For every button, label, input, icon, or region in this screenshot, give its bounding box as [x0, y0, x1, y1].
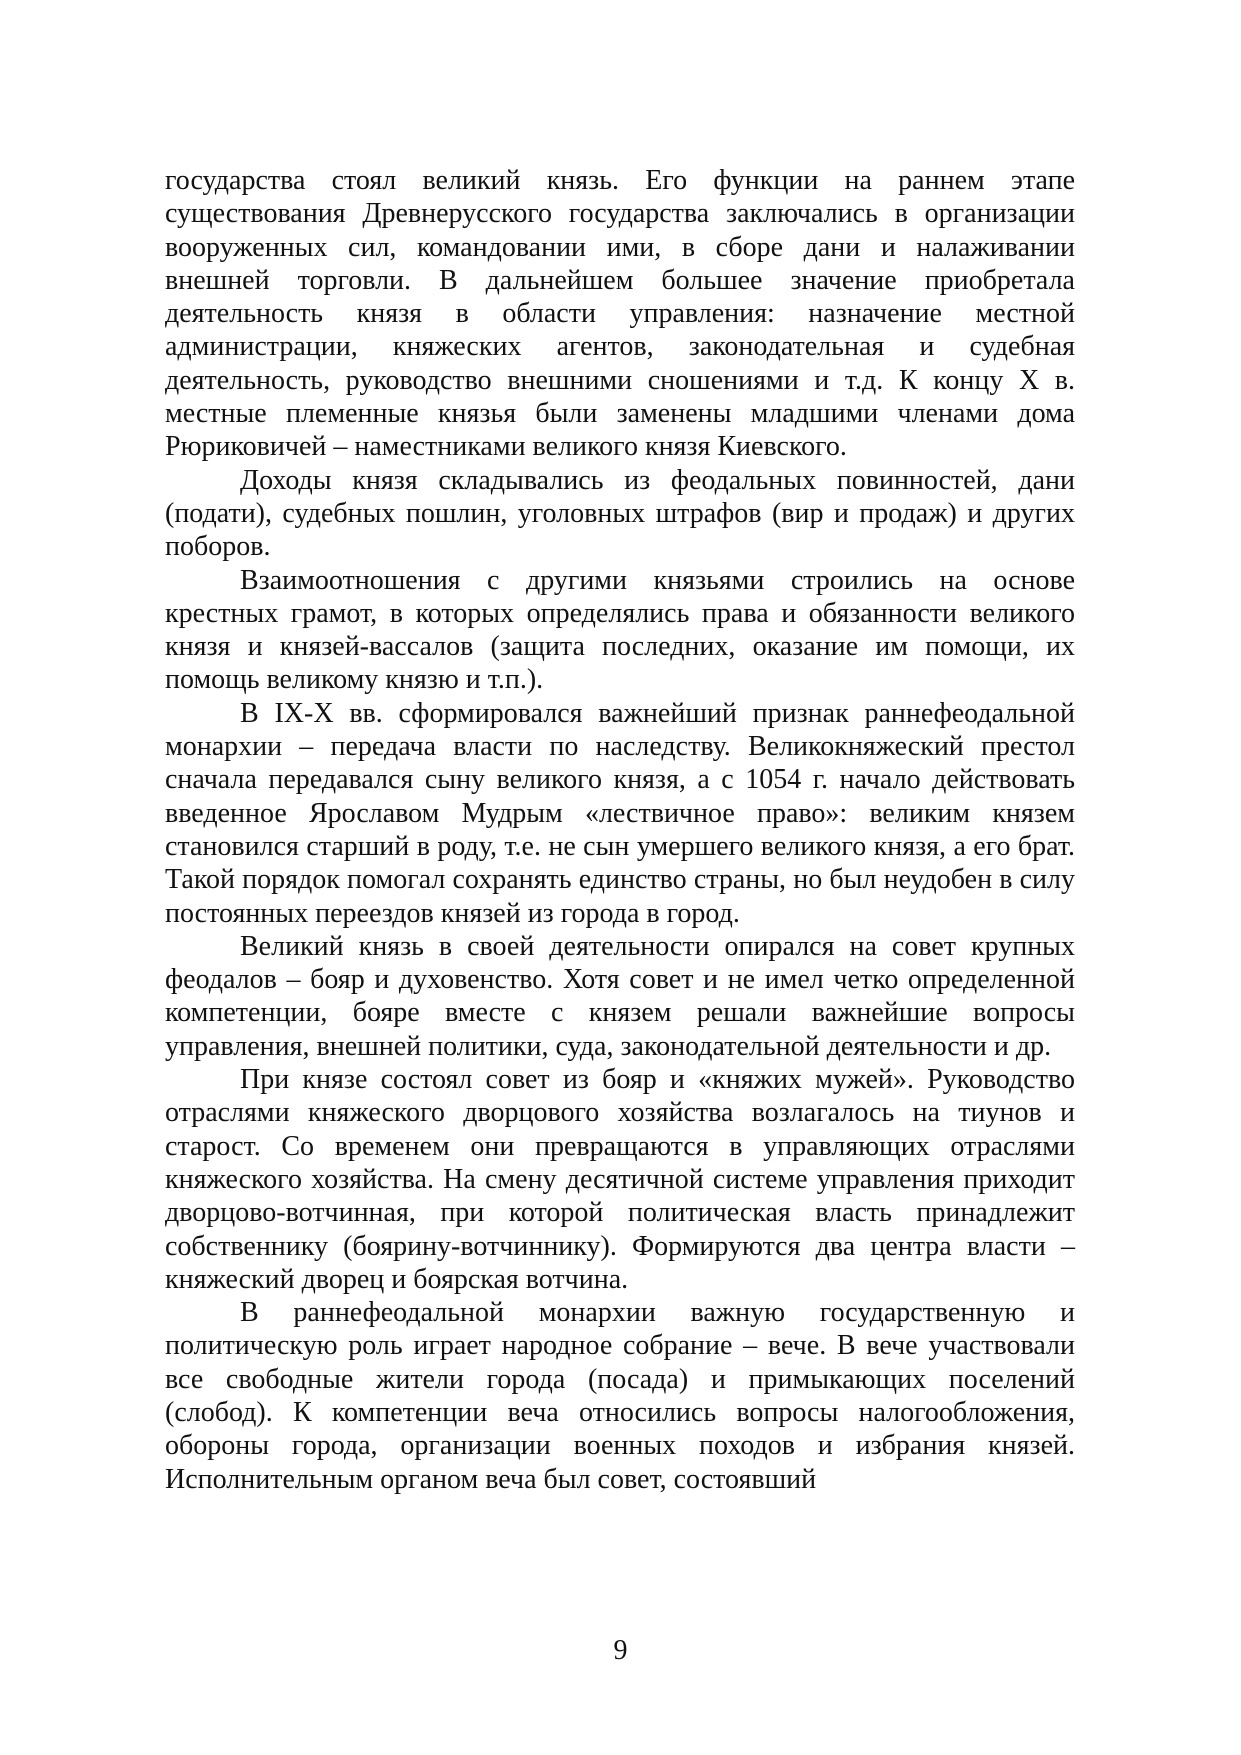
paragraph-boyar-council: Великий князь в своей деятельности опирался на совет крупных феодалов – бояр и духовенство. Хотя совет и не имел четко определенной компетенции, бояре вместе с князем решали важнейшие вопросы управления, внешней политики, суда, законодательной деятельности и др. — [165, 930, 1075, 1062]
paragraph-relations-princes: Взаимоотношения с другими князьями строились на основе крестных грамот, в которых определялись права и обязанности великого князя и князей-вассалов (защита последних, оказание им помощи, их помощь великому князю и т.п.). — [165, 564, 1075, 696]
paragraph-palace-management: При князе состоял совет из бояр и «княжих мужей». Руководство отраслями княжеского дворцового хозяйства возлагалось на тиунов и старост. Со временем они превращаются в управляющих отраслями княжеского хозяйства. На смену десятичной системе управления приходит дворцово-вотчинная, при которой политическая власть принадлежит собственнику (боярину-вотчиннику). Формируются два центра власти – княжеский дворец и боярская вотчина. — [165, 1064, 1075, 1295]
paragraph-continuation: государства стоял великий князь. Его функции на раннем этапе существования Древнерусского государства заключались в организации вооруженных сил, командовании ими, в сборе дани и налаживании внешней торговли. В дальнейшем большее значение приобретала деятельность князя в области управления: назначение местной администрации, княжеских агентов, законодательная и судебная деятельность, руководство внешними сношениями и т.д. К концу X в. местные племенные князья были заменены младшими членами дома Рюриковичей – наместниками великого князя Киевского. — [165, 165, 1075, 463]
body-text — [165, 164, 1075, 1496]
page-number: 9 — [613, 1635, 628, 1666]
paragraph-succession: В IX-X вв. сформировался важнейший признак раннефеодальной монархии – передача власти по наследству. Великокняжеский престол сначала передавался сыну великого князя, а с 1054 г. начало действовать введенное Ярославом Мудрым «лествичное право»: великим князем становился старший в роду, т.е. не сын умершего великого князя, а его брат. Такой порядок помогал сохранять единство страны, но был неудобен в силу постоянных переездов князей из города в город. — [165, 697, 1075, 929]
paragraph-prince-income: Доходы князя складывались из феодальных повинностей, дани (подати), судебных пошлин, уголовных штрафов (вир и продаж) и других поборов. — [165, 464, 1075, 563]
paragraph-veche: В раннефеодальной монархии важную государственную и политическую роль играет народное собрание – вече. В вече участвовали все свободные жители города (посада) и примыкающих поселений (слобод). К компетенции веча относились вопросы налогообложения, обороны города, организации военных походов и избрания князей. Исполнительным органом веча был совет, состоявший — [165, 1297, 1075, 1495]
